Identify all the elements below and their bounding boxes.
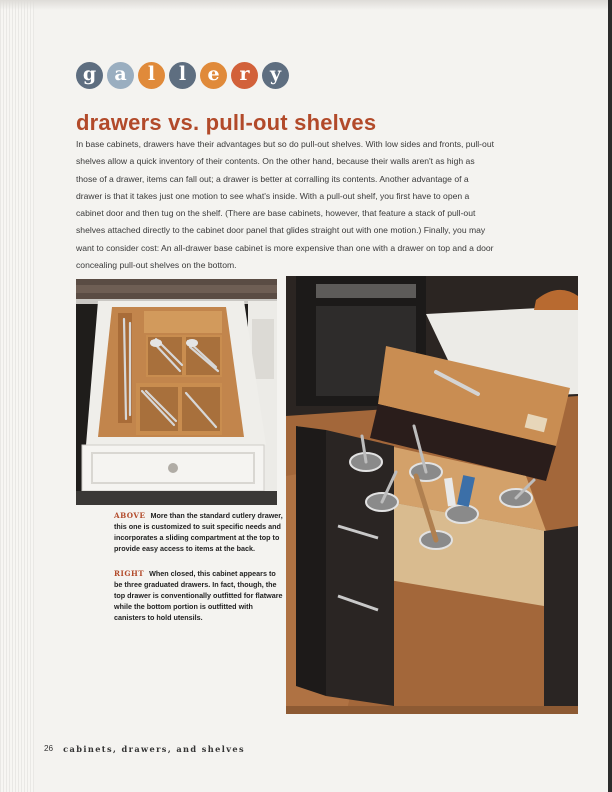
gallery-logo-letter: y xyxy=(262,62,289,89)
page-title: drawers vs. pull-out shelves xyxy=(76,110,377,135)
top-shadow xyxy=(0,0,612,10)
page-footer xyxy=(44,744,245,754)
caption-above-text: More than the standard cutlery drawer, this one is customized to suit specific needs and incorporates a sliding compartment at the top to provide easy access to items at the back. xyxy=(114,511,283,553)
caption-right-text: When closed, this cabinet appears to be three graduated drawers. In fact, though, the top drawer is conventionally outfitted for flatware while the bottom portion is outfitted with canisters to hold utensils. xyxy=(114,569,283,622)
caption-above xyxy=(114,510,284,554)
gallery-logo-letter: l xyxy=(138,62,165,89)
intro-paragraph: In base cabinets, drawers have their advantages but so do pull-out shelves. With low sides and fronts, pull-out shelves allow a quick inventory of their contents. On the other hand, because their walls aren't as high as those of a drawer, items can fall out; a drawer is better at corralling its contents. Another advantage of a drawer is that it takes just one motion to see what's inside. With a pull-out shelf, you first have to open a cabinet door and then tug on the shelf. (There are base cabinets, however, that feature a stack of pull-out shelves attached directly to the cabinet door panel that glides straight out with one motion.) Finally, you may want to consider cost: An all-drawer base cabinet is more expensive than one with a drawer on top and a door concealing pull-out shelves on the bottom. xyxy=(76,139,494,271)
caption-right xyxy=(114,568,284,623)
page-edge xyxy=(608,0,612,792)
gallery-logo-letter: e xyxy=(200,62,227,89)
page-gutter xyxy=(0,0,34,792)
page-number: 26 xyxy=(44,744,54,753)
footer-section-title: cabinets, drawers, and shelves xyxy=(63,744,246,754)
caption-above-label: ABOVE xyxy=(114,511,146,520)
caption-right-label: RIGHT xyxy=(114,569,145,578)
gallery-logo-letter: a xyxy=(107,62,134,89)
cutlery-drawer-photo xyxy=(76,279,277,505)
gallery-logo-letter: r xyxy=(231,62,258,89)
gallery-logo xyxy=(76,62,289,89)
canister-drawer-photo xyxy=(286,276,578,714)
gallery-logo-letter: l xyxy=(169,62,196,89)
gallery-logo-letter: g xyxy=(76,62,103,89)
